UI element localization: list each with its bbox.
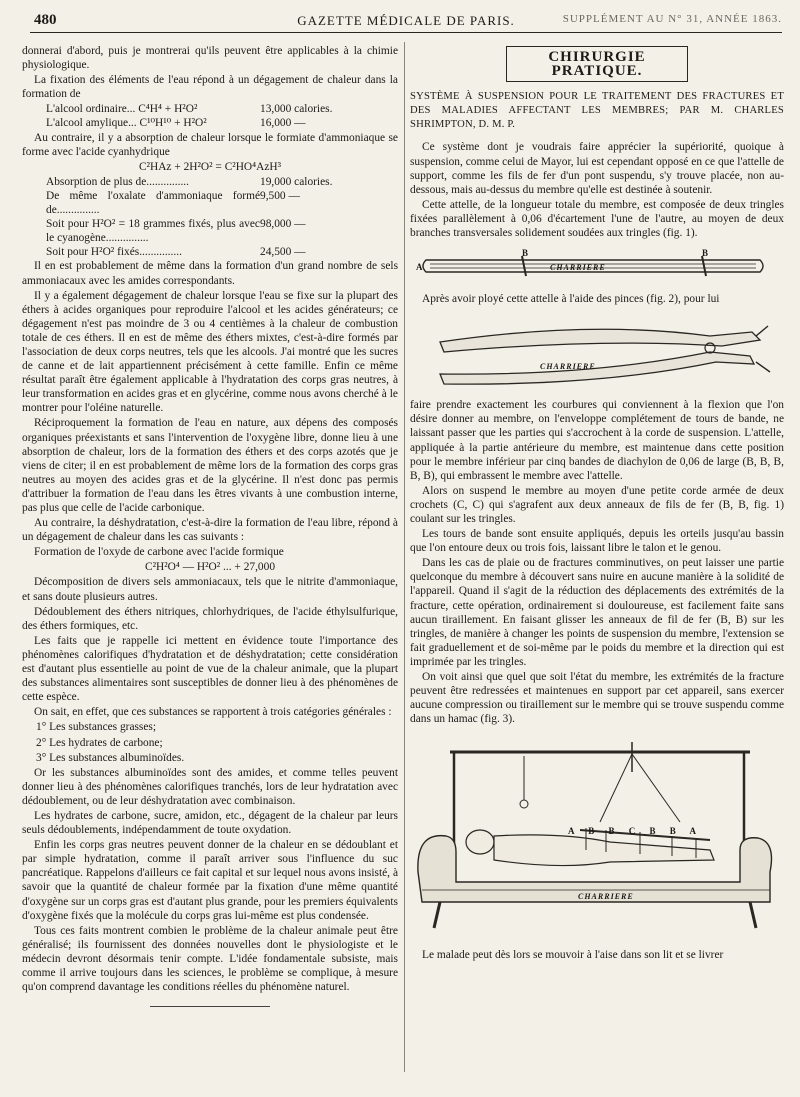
formula-row: Absorption de plus de............... 19,000 calories. [46, 175, 333, 188]
list-item: 2° Les hydrates de carbone; [36, 736, 163, 749]
paragraph: Ce système dont je voudrais faire apprécier la supériorité, quoique à suspension, comme celui de Mayor, lui est cependant opposé en ce que l'attelle de support, comme les fils de fer d'un pont suspendu, s'y trouve placée, non au-dessous, mais au-dessus du membre qu'elle est destinée à soutenir. [410, 141, 784, 196]
paragraph: Après avoir ployé cette attelle à l'aide des pinces (fig. 2), pour lui [422, 293, 720, 306]
supplement-note: SUPPLÉMENT AU N° 31, ANNÉE 1863. [562, 13, 782, 25]
formula-centered: C²HAz + 2H²O² = C²HO⁴AzH³ [138, 160, 282, 173]
paragraph: Dans les cas de plaie ou de fractures comminutives, on peut laisser une partie quelconque du membre à découvert sans nuire en aucune manière à la solidité de l'appareil. Quand il s'agit de la réduction des déplacements des extrémités de la fracture, cette opération, ordinairement si douloureuse, est facilement faite sans aucun tiraillement. En faisant glisser les anneaux de fil de fer (B, B) sur les tringles, de manière à changer les points de suspension du membre, l'extension se fait graduellement et de soi-même par le poids du membre et la direction qui est imprimée par les tringles. [410, 557, 784, 668]
paragraph: On sait, en effet, que ces substances se rapportent à trois catégories générales : [34, 706, 392, 719]
paragraph: Au contraire, il y a absorption de chaleur lorsque le formiate d'ammoniaque se forme avec l'acide cyanhydrique [22, 131, 398, 158]
paragraph: Les faits que je rappelle ici mettent en évidence toute l'importance des phénomènes calorifiques d'hydratation et de déshydratation; cette considération est d'autant plus essentielle au point de vue de la chaleur animale, que la plupart des substances alimentaires sont susceptibles de donner lieu à des phénomènes de cette espèce. [22, 634, 398, 704]
page-number: 480 [34, 12, 57, 28]
article-subtitle: SYSTÈME À SUSPENSION POUR LE TRAITEMENT DES FRACTURES ET DES MALADIES AFFECTANT LES MEMBRES; PAR M. CHARLES SHRIMPTON, D. M. P. [410, 91, 784, 131]
paragraph: Il en est probablement de même dans la formation d'un grand nombre de sels ammoniacaux avec les amides correspondants. [22, 260, 398, 287]
fig3-letters: A B B C B B A [568, 826, 703, 837]
paragraph: Alors on suspend le membre au moyen d'une petite corde armée de deux crochets (C, C) qui s'agrafent aux deux anneaux de fils de fer (B, B, fig. 1) coulant sur les tringles. [410, 484, 784, 525]
figure-2-pliers [410, 312, 784, 392]
list-item: 3° Les substances albuminoïdes. [36, 751, 185, 764]
column-divider [404, 42, 405, 1072]
figure-1-splint [410, 246, 784, 286]
paragraph: faire prendre exactement les courbures qui conviennent à la flexion que l'on désire donner au membre, on l'enveloppe complétement de tours de bande, ne laissant passer que les parties qui s'accrochent à la corde de suspension. L'attelle, appliquée à la partie antérieure du membre, est maintenue dans cette position pour le membre inférieur par cinq bandes de diachylon de 0,06 de large (B, B, B, B, B), qui embrassent le membre avec l'attelle. [410, 399, 784, 482]
paragraph: Réciproquement la formation de l'eau en nature, aux dépens des composés organiques préexistants et sans l'intervention de l'oxygène libre, donne lieu à une absorption de chaleur, lors de la formation des éthers et des corps azotés que je viens de citer; il en est probablement de même lors de la formation des corps gras neutres au moyen des acides gras et de la glycérine. Il n'est donc pas permis d'attribuer la formation de l'eau dans les êtres vivants à une combustion interne, pas plus que celle de l'acide carbonique. [22, 417, 398, 514]
paragraph: Décomposition de divers sels ammoniacaux, tels que le nitrite d'ammoniaque, et sans doute plusieurs autres. [22, 576, 398, 603]
paragraph: Or les substances albuminoïdes sont des amides, et comme telles peuvent donner lieu à des phénomènes calorifiques tranchés, lors de leur hydratation avec dédoublement, ou de leur déshydratation avec combinaison. [22, 766, 398, 807]
left-column [22, 44, 398, 1007]
fig1-maker-stamp: CHARRIERE [550, 263, 606, 273]
fig2-maker-stamp: CHARRIERE [540, 362, 596, 372]
fig3-maker-stamp: CHARRIERE [578, 892, 634, 902]
page-header [30, 8, 782, 33]
list-item: 1° Les substances grasses; [36, 721, 157, 734]
paragraph: On voit ainsi que quel que soit l'état du membre, les extrémités de la fracture peuvent être redressées et maintenues en support par cet appareil, sans exercer aucune compression ou tiraillement sur le membre qui se trouve suspendu comme dans un hamac (fig. 3). [410, 671, 784, 726]
paragraph: Formation de l'oxyde de carbone avec l'acide formique [34, 546, 284, 559]
fig1-letter-b: B [522, 248, 529, 259]
formula-row: Soit pour H²O² = 18 grammes fixés, plus avec le cyanogène............... 98,000 — [46, 218, 306, 245]
paragraph: Les hydrates de carbone, sucre, amidon, etc., dégagent de la chaleur par leurs seuls dédoublements, indépendamment de toute oxydation. [22, 809, 398, 837]
paragraph: Enfin les corps gras neutres peuvent donner de la chaleur en se dédoublant et par simple hydratation, comme il paraît arriver sous l'influence du suc pancréatique. Rappelons d'ailleurs ce fait capital et sur lequel nous avons insisté, à savoir que la quantité de chaleur formée par la fixation d'une même quantité d'oxygène sur un corps gras est d'autant plus grande, pour les premiers équivalents d'oxygène fixés que la molécule du corps gras lui-même est plus condensée. [22, 839, 398, 922]
fig1-letter-b: B [702, 248, 709, 259]
paragraph: Dédoublement des éthers nitriques, chlorhydriques, de l'acide éthylsulfurique, des éthers formiques, etc. [22, 605, 398, 632]
formula-row: Soit pour H²O² fixés............... 24,500 — [46, 246, 306, 259]
right-column [410, 44, 784, 963]
category-list [22, 720, 398, 764]
paragraph: donnerai d'abord, puis je montrerai qu'ils peuvent être applicables à la chimie physiologique. [22, 45, 398, 72]
paragraph: Au contraire, la déshydratation, c'est-à-dire la formation de l'eau libre, répond à un dégagement de chaleur dans les cas suivants : [22, 517, 398, 544]
fig1-letter-a: A [416, 262, 423, 273]
formula-centered: C²H²O⁴ — H²O² ... + 27,000 [144, 561, 276, 574]
paragraph: Les tours de bande sont ensuite appliqués, depuis les orteils jusqu'au bassin que l'on entoure deux ou trois fois, laissant libre le talon et le genou. [410, 528, 784, 555]
pliers-illustration [410, 312, 784, 392]
journal-title: GAZETTE MÉDICALE DE PARIS. [297, 13, 515, 28]
end-rule [150, 1006, 270, 1007]
figure-3-suspension-bed [410, 732, 784, 942]
section-title: CHIRURGIE PRATIQUE. [506, 46, 688, 82]
paragraph: La fixation des éléments de l'eau répond à un dégagement de chaleur dans la formation de [22, 74, 398, 101]
paragraph: Il y a également dégagement de chaleur lorsque l'eau se fixe sur la plupart des éthers à acides organiques pour reproduire l'alcool et les acides générateurs; ce dégagement n'est pas moindre de 3 ou 4 centièmes à la chaleur de combustion totale de ces éthers. Il en est de même des éthers mixtes, c'est-à-dire formés par l'association de deux corps neutres, tels que les alcools. J'ai montré que les sucres de canne et de lait appartiennent précisément à cette famille. Enfin ce même résultat paraît être également applicable à l'hydratation des corps gras neutres, à leur transformation en acides gras et en glycérine, comme nous avons cherché à le montrer pour l'oléine naturelle. [22, 289, 398, 415]
paragraph: Cette attelle, de la longueur totale du membre, est composée de deux tringles fixées parallèlement à 0,06 d'écartement l'une de l'autre, au moyen de deux branches transversales solidement soudées aux tringles (fig. 1). [410, 198, 784, 240]
formula-row: L'alcool ordinaire... C⁴H⁴ + H²O² 13,000 calories. [46, 103, 333, 116]
formula-row: De même l'oxalate d'ammoniaque formé de............... 9,500 — [46, 189, 300, 217]
paragraph: Le malade peut dès lors se mouvoir à l'aise dans son lit et se livrer [422, 949, 724, 962]
paragraph: Tous ces faits montrent combien le problème de la chaleur animale peut être généralisé; ils fournissent des données nouvelles dont le physiologiste et le médecin devront désormais tenir compte. L'idée fondamentale subsiste, mais comme il arrive toujours dans les sciences, le problème se complique, à mesure qu'on comprend davantage les conditions réelles du phénomène naturel. [22, 924, 398, 994]
formula-row: L'alcool amylique... C¹⁰H¹⁰ + H²O² 16,000 — [46, 117, 306, 130]
